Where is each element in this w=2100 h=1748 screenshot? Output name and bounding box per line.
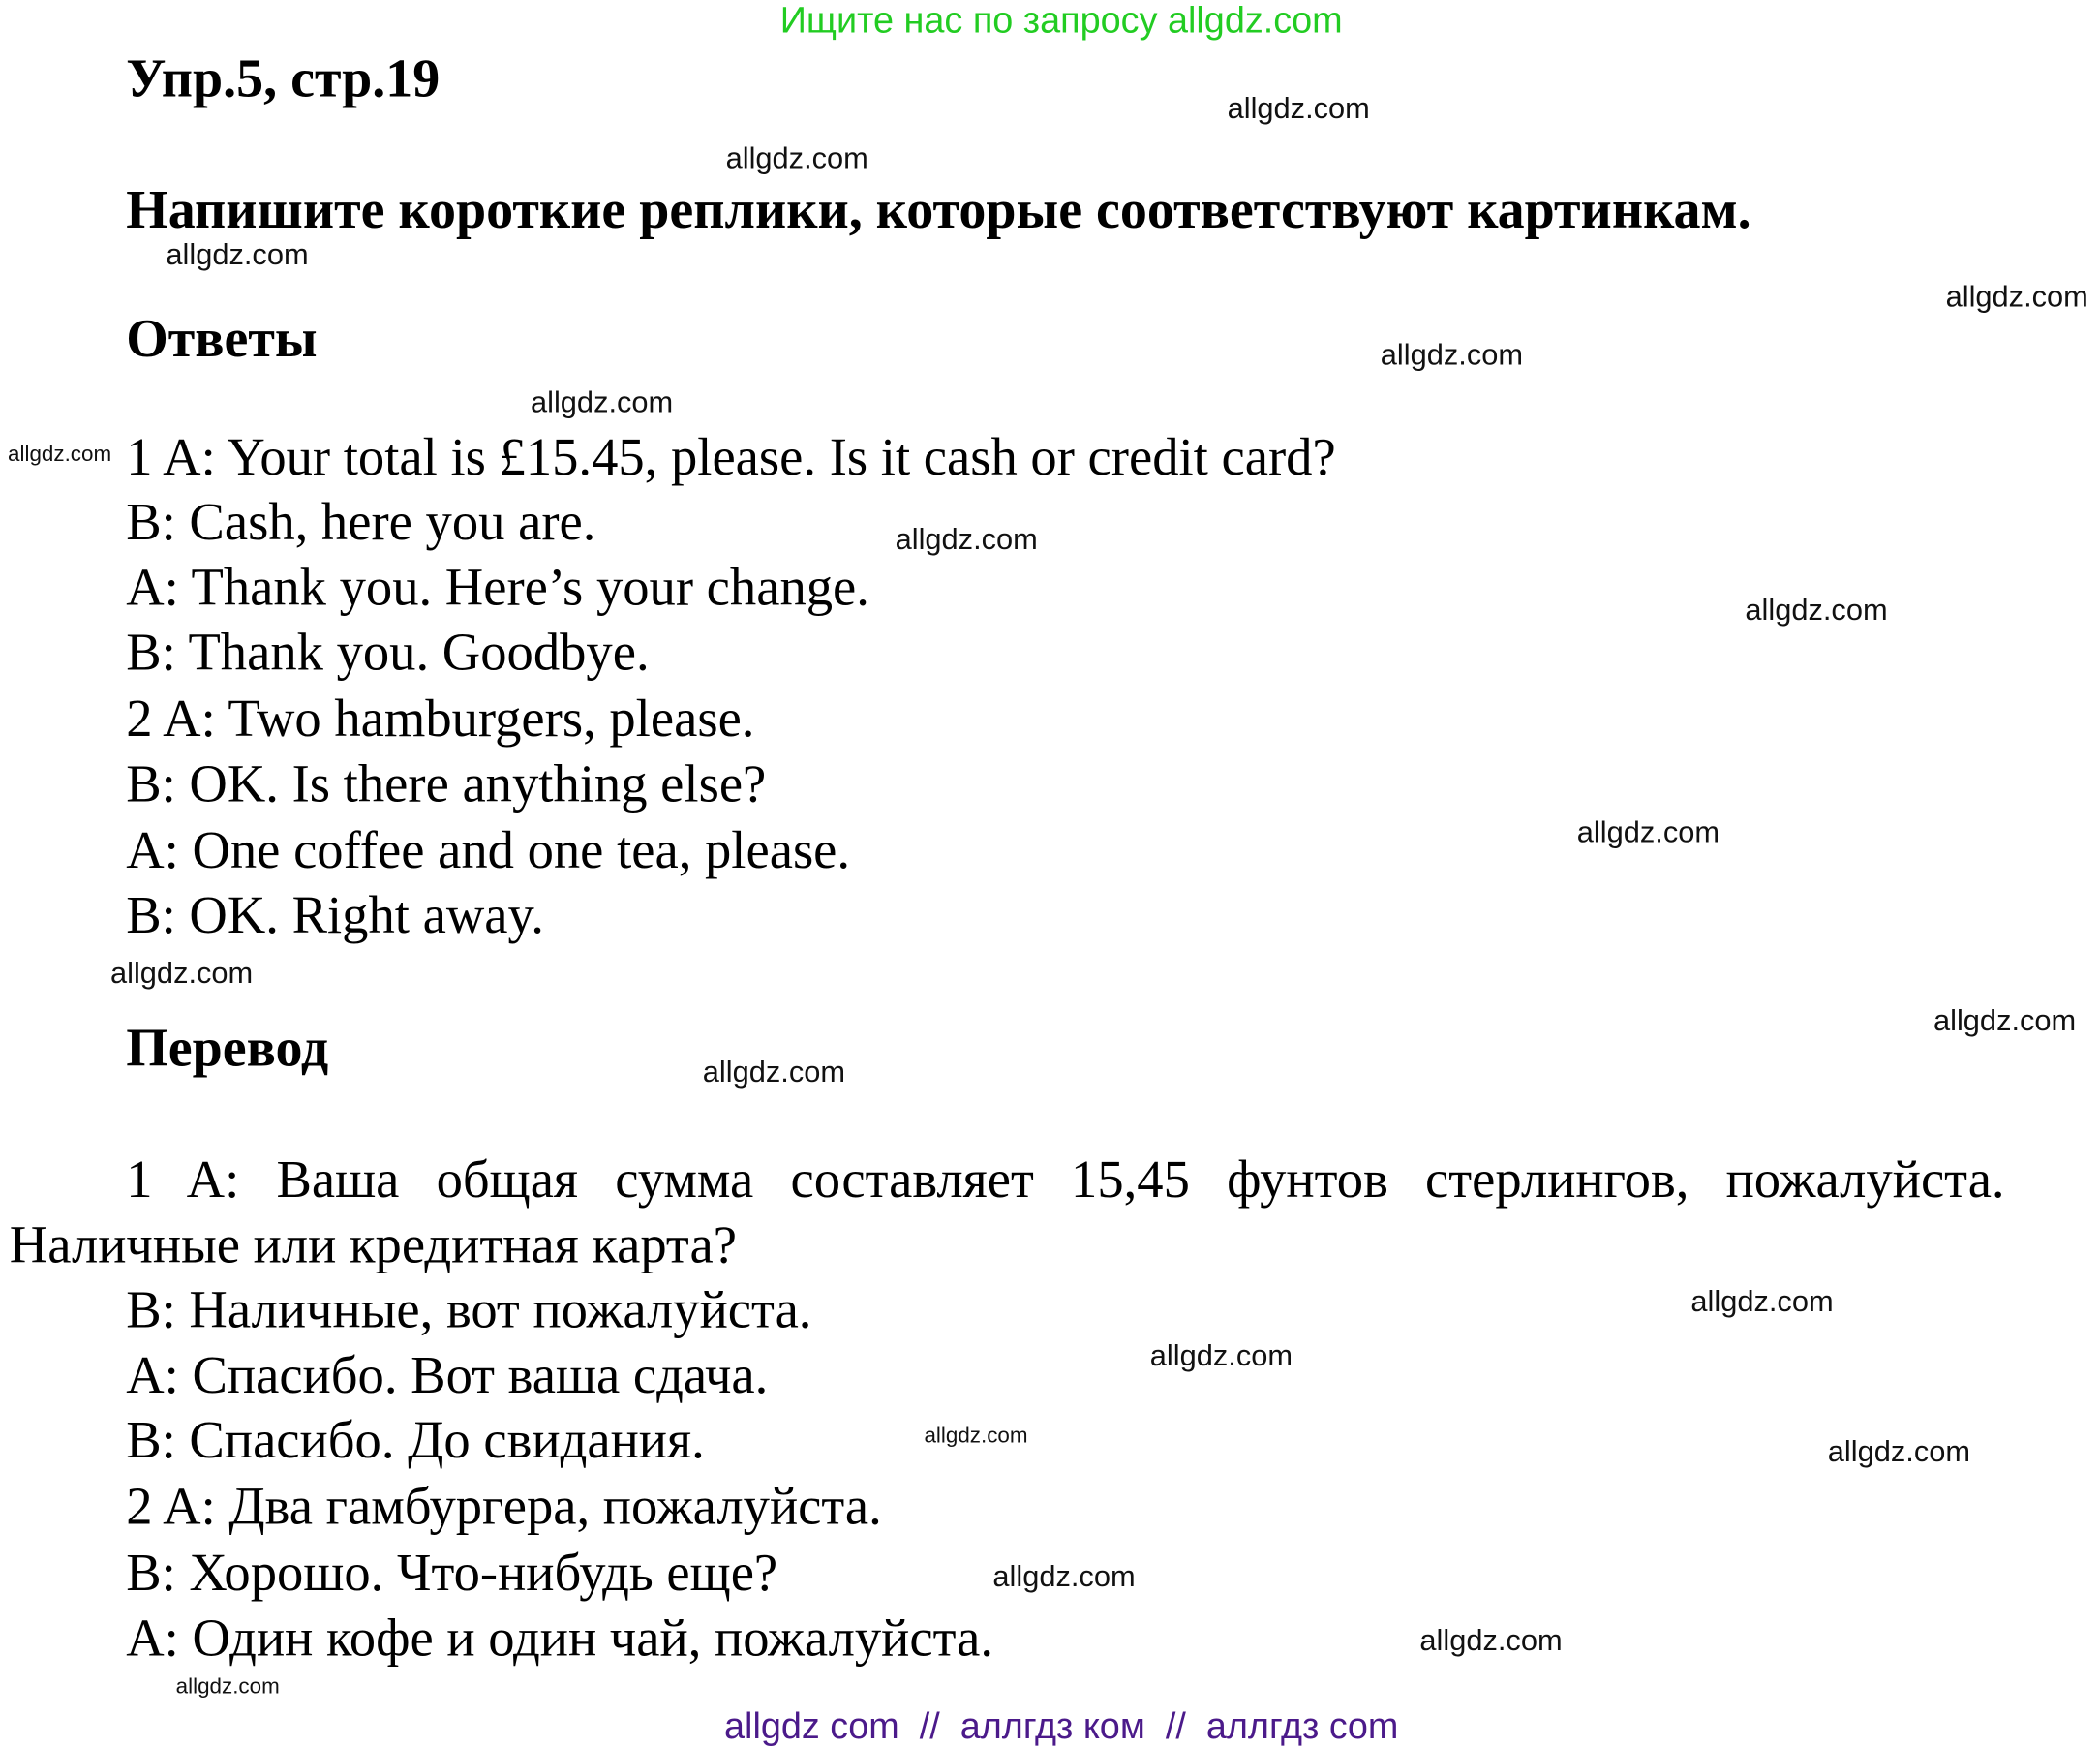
- watermark: allgdz.com: [109, 956, 254, 990]
- watermark: allgdz.com: [1576, 814, 1720, 849]
- watermark: allgdz.com: [8, 443, 112, 467]
- answer-line: B: OK. Right away.: [126, 886, 544, 945]
- watermark: allgdz.com: [530, 384, 674, 419]
- watermark: allgdz.com: [1149, 1337, 1293, 1372]
- watermark: allgdz.com: [1827, 1434, 1971, 1469]
- answer-line: B: Cash, here you are.: [126, 493, 596, 552]
- answer-line: B: Thank you. Goodbye.: [126, 624, 650, 683]
- watermark: allgdz.com: [1945, 279, 2088, 314]
- watermark: allgdz.com: [992, 1559, 1136, 1593]
- watermark: allgdz.com: [924, 1425, 1028, 1449]
- translation-line: B: Наличные, вот пожалуйста.: [126, 1281, 812, 1340]
- watermark: allgdz.com: [1419, 1622, 1563, 1657]
- watermark: allgdz.com: [166, 237, 309, 271]
- answer-line: B: OK. Is there anything else?: [126, 754, 767, 813]
- watermark: allgdz.com: [1227, 90, 1370, 125]
- translation-line: 2 A: Два гамбургера, пожалуйста.: [126, 1478, 882, 1537]
- watermark: allgdz.com: [175, 1675, 280, 1700]
- translation-line: B: Хорошо. Что-нибудь еще?: [126, 1544, 778, 1603]
- answer-line: 2 A: Two hamburgers, please.: [126, 690, 755, 749]
- watermark: allgdz.com: [1745, 592, 1888, 627]
- watermark: allgdz.com: [1690, 1283, 1834, 1318]
- translation-paragraph: 1 A: Ваша общая сумма составляет 15,45 фунтов стерлингов, пожалуйста. Наличные или кредитная карта?: [9, 1150, 2005, 1274]
- translation-heading: Перевод: [126, 1017, 329, 1078]
- translation-line: A: Спасибо. Вот ваша сдача.: [126, 1346, 769, 1405]
- answers-heading: Ответы: [126, 307, 318, 369]
- exercise-title: Упр.5, стр.19: [126, 47, 441, 108]
- watermark: allgdz.com: [1380, 337, 1524, 372]
- translation-line: B: Спасибо. До свидания.: [126, 1411, 705, 1470]
- translation-line: A: Один кофе и один чай, пожалуйста.: [126, 1609, 994, 1668]
- answer-line: A: Thank you. Here’s your change.: [126, 558, 869, 617]
- watermark: allgdz.com: [702, 1055, 846, 1089]
- promo-banner[interactable]: Ищите нас по запросу allgdz.com: [779, 0, 1343, 41]
- answer-line: 1 A: Your total is £15.45, please. Is it cash or credit card?: [126, 428, 1336, 487]
- footer-links[interactable]: allgdz com // аллгдз ком // аллгдз com: [724, 1705, 1399, 1747]
- watermark: allgdz.com: [725, 140, 868, 175]
- watermark: allgdz.com: [895, 522, 1038, 556]
- task-instruction: Напишите короткие реплики, которые соответствуют картинкам.: [126, 178, 1751, 240]
- answer-line: A: One coffee and one tea, please.: [126, 821, 851, 880]
- watermark: allgdz.com: [1933, 1003, 2077, 1037]
